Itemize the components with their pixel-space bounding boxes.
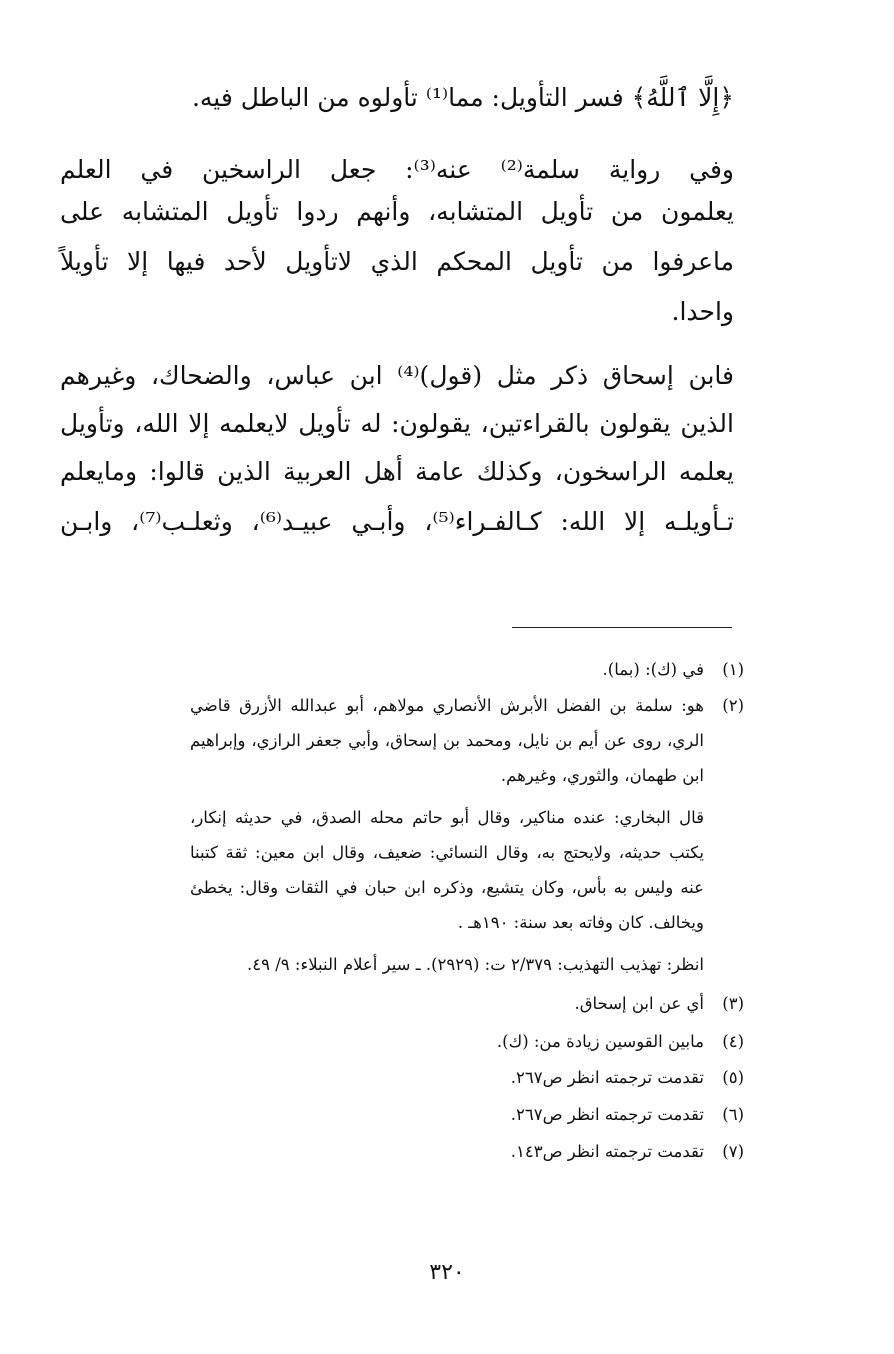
body-line-7: الذين يقولون بالقراءتين، يقولون: له تأويل لايعلمه إلا الله، وتأويل — [60, 409, 734, 438]
body-line-2: وفي رواية سلمة⁽²⁾ عنه⁽³⁾: جعل الراسخين في العلم — [60, 155, 734, 184]
footnote-line: مابين القوسين زيادة من: (ك). — [496, 1032, 704, 1051]
footnote-number: (٥) — [722, 1068, 744, 1087]
footnote-line: ابن طهمان، والثوري، وغيرهم. — [500, 766, 704, 785]
footnote-line: الري، روى عن أيم بن نايل، ومحمد بن إسحاق، وأبي جعفر الرازي، وإبراهيم — [190, 731, 704, 750]
footnote-line: عنه وليس به بأس، وكان يتشيع، وذكره ابن حبان في الثقات وقال: يخطئ — [190, 878, 704, 897]
footnote-number: (٣) — [722, 994, 744, 1013]
body-line-6: فابن إسحاق ذكر مثل (قول)⁽⁴⁾ ابن عباس، والضحاك، وغيرهم — [60, 361, 734, 390]
body-line-1: ﴿إِلَّا ٱللَّهُ﴾ فسر التأويل: مما⁽¹⁾ تأولوه من الباطل فيه. — [191, 83, 734, 112]
footnote-line: انظر: تهذيب التهذيب: ٢/٣٧٩ ت: (٢٩٢٩). ـ سير أعلام النبلاء: ٩/ ٤٩. — [246, 955, 704, 974]
footnote-number: (١) — [722, 660, 744, 679]
footnote-line: ويخالف. كان وفاته بعد سنة: ١٩٠هـ . — [457, 913, 704, 932]
footnote-separator — [512, 627, 732, 628]
footnote-number: (٦) — [722, 1105, 744, 1124]
body-line-9: تـأويلـه إلا الله: كـالفـراء⁽⁵⁾، وأبـي عبيـد⁽⁶⁾، وثعلـب⁽⁷⁾، وابـن — [60, 507, 734, 536]
body-line-5: واحدا. — [671, 297, 734, 326]
footnote-line: هو: سلمة بن الفضل الأبرش الأنصاري مولاهم، أبو عبدالله الأزرق قاضي — [190, 696, 704, 715]
footnote-line: تقدمت ترجمته انظر ص١٤٣. — [510, 1142, 704, 1161]
body-line-8: يعلمه الراسخون، وكذلك عامة أهل العربية الذين قالوا: ومايعلم — [60, 457, 734, 486]
footnote-line: قال البخاري: عنده مناكير، وقال أبو حاتم محله الصدق، في حديثه إنكار، — [190, 808, 704, 827]
footnote-line: تقدمت ترجمته انظر ص٢٦٧. — [510, 1068, 704, 1087]
footnote-line: تقدمت ترجمته انظر ص٢٦٧. — [510, 1105, 704, 1124]
footnote-line: أي عن ابن إسحاق. — [574, 994, 704, 1013]
footnote-line: في (ك): (بما). — [602, 660, 704, 679]
page-number: ٣٢٠ — [429, 1260, 465, 1285]
body-line-4: ماعرفوا من تأويل المحكم الذي لاتأويل لأحد فيها إلا تأويلاً — [60, 247, 734, 276]
footnote-number: (٤) — [722, 1032, 744, 1051]
footnote-number: (٢) — [722, 696, 744, 715]
footnote-number: (٧) — [722, 1142, 744, 1161]
body-line-3: يعلمون من تأويل المتشابه، وأنهم ردوا تأويل المتشابه على — [60, 197, 734, 226]
footnote-line: يكتب حديثه، ولايحتج به، وقال النسائي: ضعيف، وقال ابن معين: ثقة كتبنا — [190, 843, 704, 862]
